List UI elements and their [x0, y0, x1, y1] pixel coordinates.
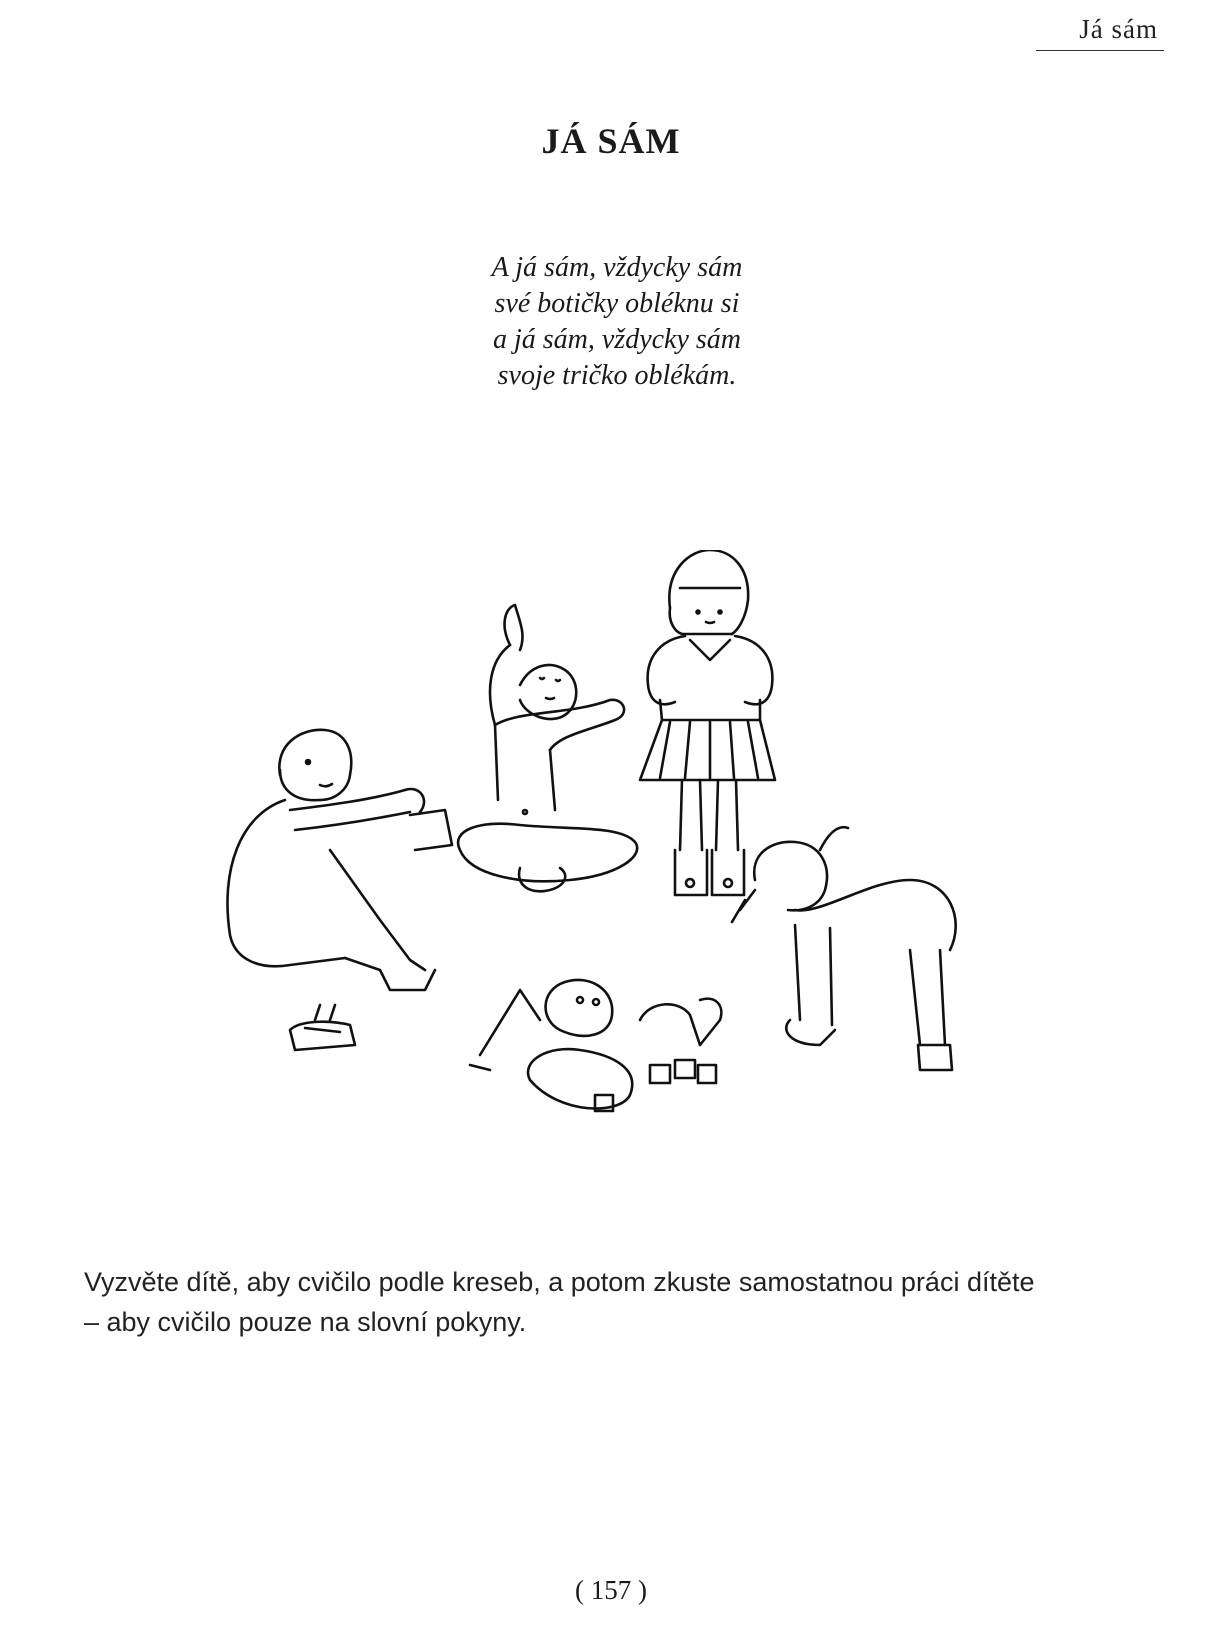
standing-girl-figure — [640, 550, 775, 895]
toys-pile-figure — [470, 980, 721, 1111]
page-title: JÁ SÁM — [541, 121, 681, 161]
instruction-text — [84, 1262, 1164, 1342]
sitting-boy-figure — [227, 730, 452, 1050]
poem-line: a já sám, vždycky sám — [492, 324, 742, 355]
bending-girl-figure — [732, 827, 956, 1070]
poem-line: svoje tričko oblékám. — [497, 360, 737, 391]
children-dressing-illustration — [220, 550, 1020, 1170]
running-head: Já sám — [1079, 14, 1158, 44]
instruction-line: – aby cvičilo pouze na slovní pokyny. — [84, 1307, 527, 1337]
instruction-line: Vyzvěte dítě, aby cvičilo podle kreseb, a potom zkuste samostatnou práci dítěte — [84, 1267, 1035, 1297]
boy-pulling-shirt-figure — [458, 605, 637, 891]
running-head-rule — [1036, 50, 1164, 51]
poem — [0, 250, 1222, 394]
page-number: ( 157 ) — [575, 1575, 647, 1605]
poem-line: své botičky obléknu si — [494, 288, 740, 319]
poem-line: A já sám, vždycky sám — [491, 252, 743, 283]
